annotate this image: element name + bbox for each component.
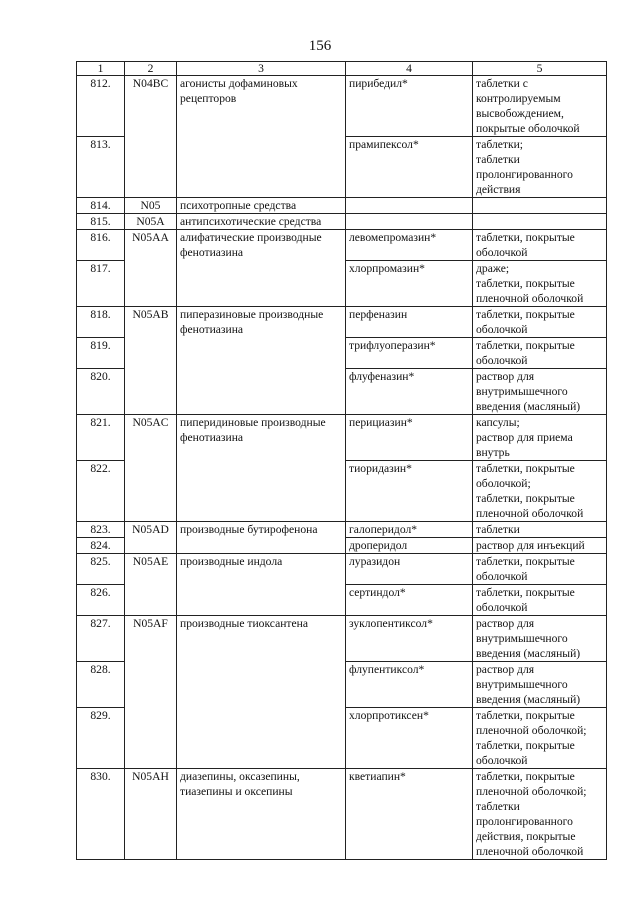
row-number: 826. xyxy=(77,585,125,616)
dosage-form xyxy=(473,214,607,230)
row-number: 825. xyxy=(77,554,125,585)
dosage-form: раствор для внутримышечного введения (масляный) xyxy=(473,662,607,708)
table-row xyxy=(77,522,607,538)
group-name: психотропные средства xyxy=(177,198,346,214)
column-header-1: 1 xyxy=(77,62,125,76)
group-name: агонисты дофаминовых рецепторов xyxy=(177,76,346,198)
drug-name: луразидон xyxy=(346,554,473,585)
atc-code: N05AB xyxy=(125,307,177,415)
drug-name: хлорпромазин* xyxy=(346,261,473,307)
row-number: 828. xyxy=(77,662,125,708)
dosage-form: таблетки, покрытые оболочкой xyxy=(473,554,607,585)
dosage-form: раствор для инъекций xyxy=(473,538,607,554)
atc-code: N05AH xyxy=(125,769,177,860)
column-header-2: 2 xyxy=(125,62,177,76)
dosage-form: таблетки с контролируемым высвобождением, покрытые оболочкой xyxy=(473,76,607,137)
drug-name: левомепромазин* xyxy=(346,230,473,261)
row-number: 816. xyxy=(77,230,125,261)
atc-code: N05A xyxy=(125,214,177,230)
dosage-form: таблетки, покрытые оболочкой; таблетки, покрытые пленочной оболочкой xyxy=(473,461,607,522)
table-row xyxy=(77,214,607,230)
dosage-form: таблетки, покрытые оболочкой xyxy=(473,338,607,369)
row-number: 822. xyxy=(77,461,125,522)
drug-name: зуклопентиксол* xyxy=(346,616,473,662)
table-row xyxy=(77,554,607,585)
row-number: 824. xyxy=(77,538,125,554)
drug-name xyxy=(346,214,473,230)
atc-code: N05AF xyxy=(125,616,177,769)
drug-name: флупентиксол* xyxy=(346,662,473,708)
drug-name: пирибедил* xyxy=(346,76,473,137)
group-name: пиперидиновые производные фенотиазина xyxy=(177,415,346,522)
row-number: 817. xyxy=(77,261,125,307)
row-number: 813. xyxy=(77,137,125,198)
column-header-3: 3 xyxy=(177,62,346,76)
table-row xyxy=(77,415,607,461)
group-name: производные индола xyxy=(177,554,346,616)
table-row xyxy=(77,230,607,261)
atc-code: N04BC xyxy=(125,76,177,198)
drug-list-table xyxy=(76,61,607,860)
table-row xyxy=(77,307,607,338)
row-number: 823. xyxy=(77,522,125,538)
dosage-form: таблетки, покрытые оболочкой xyxy=(473,585,607,616)
table-row xyxy=(77,616,607,662)
dosage-form: драже; таблетки, покрытые пленочной оболочкой xyxy=(473,261,607,307)
row-number: 830. xyxy=(77,769,125,860)
row-number: 812. xyxy=(77,76,125,137)
drug-name: кветиапин* xyxy=(346,769,473,860)
drug-name: перфеназин xyxy=(346,307,473,338)
dosage-form: таблетки, покрытые оболочкой xyxy=(473,230,607,261)
row-number: 827. xyxy=(77,616,125,662)
row-number: 821. xyxy=(77,415,125,461)
table-row xyxy=(77,76,607,137)
dosage-form: капсулы; раствор для приема внутрь xyxy=(473,415,607,461)
drug-name: сертиндол* xyxy=(346,585,473,616)
atc-code: N05AC xyxy=(125,415,177,522)
atc-code: N05 xyxy=(125,198,177,214)
atc-code: N05AA xyxy=(125,230,177,307)
group-name: диазепины, оксазепины, тиазепины и оксепины xyxy=(177,769,346,860)
column-header-5: 5 xyxy=(473,62,607,76)
dosage-form: раствор для внутримышечного введения (масляный) xyxy=(473,369,607,415)
group-name: производные бутирофенона xyxy=(177,522,346,554)
dosage-form: таблетки xyxy=(473,522,607,538)
drug-name: дроперидол xyxy=(346,538,473,554)
dosage-form xyxy=(473,198,607,214)
drug-name: перициазин* xyxy=(346,415,473,461)
header-row xyxy=(77,62,607,76)
group-name: производные тиоксантена xyxy=(177,616,346,769)
row-number: 819. xyxy=(77,338,125,369)
row-number: 814. xyxy=(77,198,125,214)
drug-name xyxy=(346,198,473,214)
drug-name: трифлуоперазин* xyxy=(346,338,473,369)
dosage-form: таблетки; таблетки пролонгированного действия xyxy=(473,137,607,198)
drug-name: тиоридазин* xyxy=(346,461,473,522)
group-name: алифатические производные фенотиазина xyxy=(177,230,346,307)
dosage-form: раствор для внутримышечного введения (масляный) xyxy=(473,616,607,662)
drug-name: хлорпротиксен* xyxy=(346,708,473,769)
group-name: антипсихотические средства xyxy=(177,214,346,230)
atc-code: N05AD xyxy=(125,522,177,554)
drug-name: флуфеназин* xyxy=(346,369,473,415)
table-row xyxy=(77,769,607,860)
row-number: 820. xyxy=(77,369,125,415)
row-number: 815. xyxy=(77,214,125,230)
drug-name: прамипексол* xyxy=(346,137,473,198)
row-number: 818. xyxy=(77,307,125,338)
table-row xyxy=(77,198,607,214)
page-number: 156 xyxy=(308,38,332,54)
dosage-form: таблетки, покрытые пленочной оболочкой; таблетки, покрытые оболочкой xyxy=(473,708,607,769)
column-header-4: 4 xyxy=(346,62,473,76)
atc-code: N05AE xyxy=(125,554,177,616)
row-number: 829. xyxy=(77,708,125,769)
drug-name: галоперидол* xyxy=(346,522,473,538)
dosage-form: таблетки, покрытые пленочной оболочкой; таблетки пролонгированного действия, покрытые пленочной оболочкой xyxy=(473,769,607,860)
dosage-form: таблетки, покрытые оболочкой xyxy=(473,307,607,338)
group-name: пиперазиновые производные фенотиазина xyxy=(177,307,346,415)
